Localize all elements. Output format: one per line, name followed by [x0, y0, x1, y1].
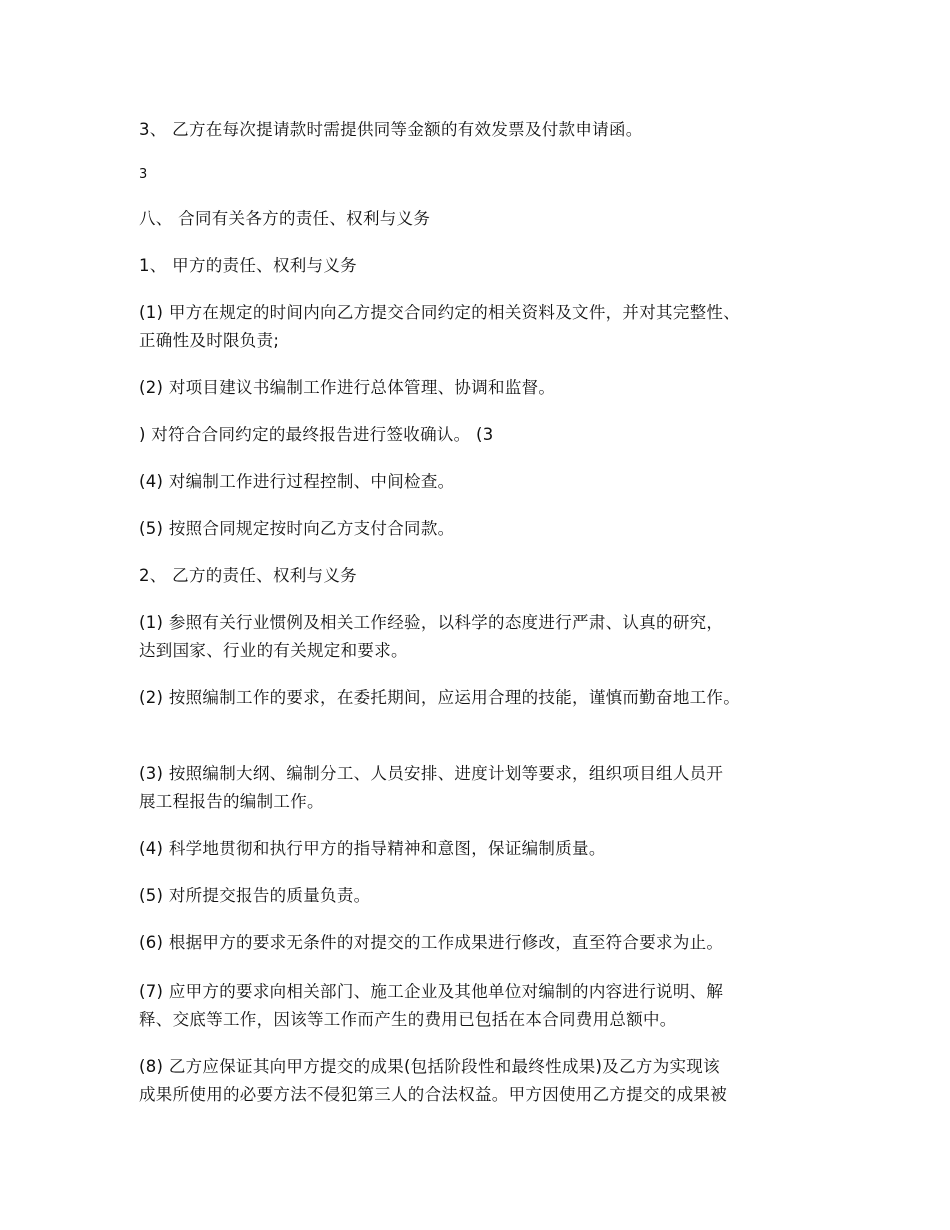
party-a-item-2: (2) 对项目建议书编制工作进行总体管理、协调和监督。 [139, 378, 556, 397]
section-8-heading: 八、 合同有关各方的责任、权利与义务 [139, 209, 431, 228]
party-b-item-2: (2) 按照编制工作的要求，在委托期间，应运用合理的技能，谨慎而勤奋地工作。 [139, 688, 741, 707]
party-b-item-3-line-1: (3) 按照编制大纲、编制分工、人员安排、进度计划等要求，组织项目组人员开 [139, 764, 724, 783]
party-b-item-8-line-1: (8) 乙方应保证其向甲方提交的成果(包括阶段性和最终性成果)及乙方为实现该 [139, 1057, 720, 1076]
party-b-item-7-line-1: (7) 应甲方的要求向相关部门、施工企业及其他单位对编制的内容进行说明、解 [139, 982, 724, 1001]
party-a-item-3: ) 对符合合同约定的最终报告进行签收确认。 (3 [139, 425, 494, 444]
party-b-item-1-line-2: 达到国家、行业的有关规定和要求。 [139, 641, 408, 660]
party-a-item-1-line-1: (1) 甲方在规定的时间内向乙方提交合同约定的相关资料及文件，并对其完整性、 [139, 303, 741, 322]
party-b-item-6: (6) 根据甲方的要求无条件的对提交的工作成果进行修改，直至符合要求为止。 [139, 933, 724, 952]
party-a-heading: 1、 甲方的责任、权利与义务 [139, 256, 357, 275]
party-a-item-4: (4) 对编制工作进行过程控制、中间检查。 [139, 472, 455, 491]
page-number: 3 [139, 167, 148, 182]
clause-3-invoice: 3、 乙方在每次提请款时需提供同等金额的有效发票及付款申请函。 [139, 120, 643, 139]
party-b-item-5: (5) 对所提交报告的质量负责。 [139, 886, 371, 905]
party-a-item-1-line-2: 正确性及时限负责; [139, 331, 280, 350]
party-b-item-8-line-2: 成果所使用的必要方法不侵犯第三人的合法权益。甲方因使用乙方提交的成果被 [139, 1085, 727, 1104]
party-b-item-4: (4) 科学地贯彻和执行甲方的指导精神和意图，保证编制质量。 [139, 839, 606, 858]
party-b-item-3-line-2: 展工程报告的编制工作。 [139, 792, 324, 811]
party-b-item-7-line-2: 释、交底等工作，因该等工作而产生的费用已包括在本合同费用总额中。 [139, 1010, 677, 1029]
party-a-item-5: (5) 按照合同规定按时向乙方支付合同款。 [139, 519, 455, 538]
party-b-item-1-line-1: (1) 参照有关行业惯例及相关工作经验，以科学的态度进行严肃、认真的研究， [139, 613, 724, 632]
party-b-heading: 2、 乙方的责任、权利与义务 [139, 566, 357, 585]
